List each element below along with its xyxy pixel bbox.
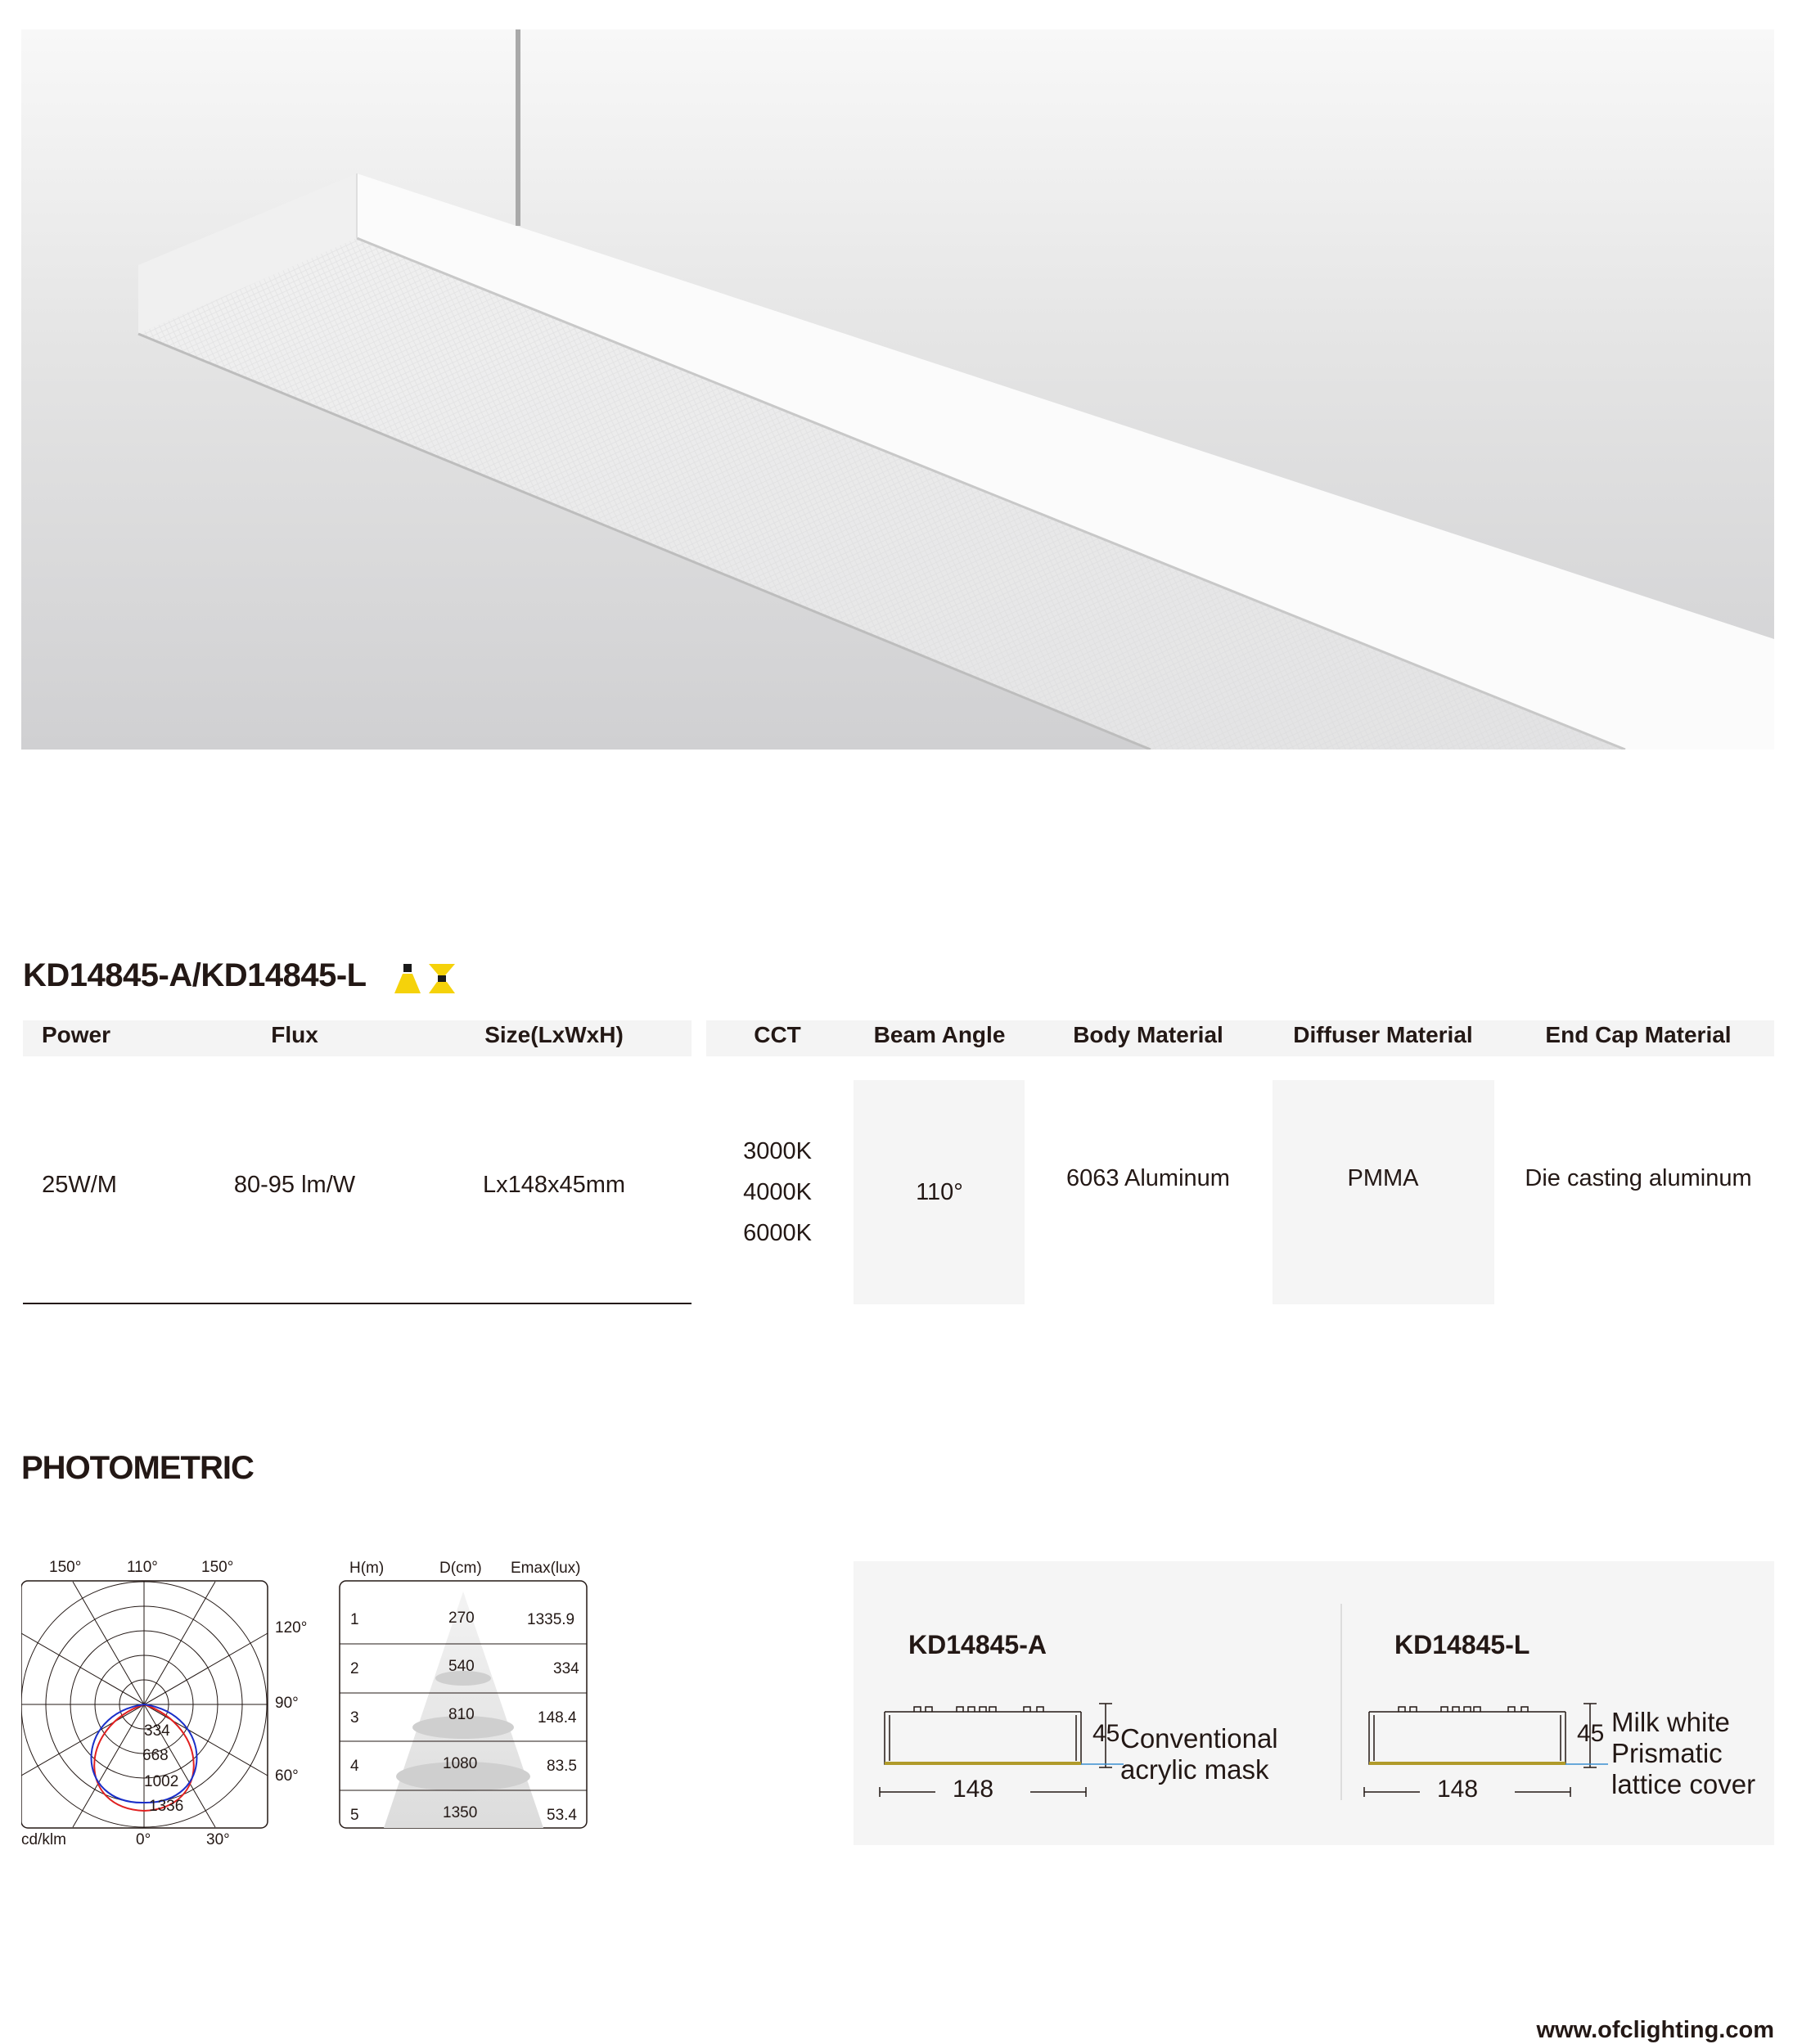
cone-row-d: 1350 [443,1804,478,1821]
table-divider [23,1303,692,1304]
ring-value-1336: 1336 [149,1798,184,1815]
header-body-material: Body Material [1073,1022,1223,1047]
section-title-photometric: PHOTOMETRIC [21,1450,254,1486]
cone-row-e: 53.4 [547,1807,577,1824]
down-light-icon [394,964,421,993]
profile-a-desc-line: Conventional [1120,1723,1278,1754]
profile-l-height: 45 [1577,1720,1605,1747]
profiles-panel [854,1561,1774,1845]
polar-diagram [21,1559,324,1853]
profile-a-description [1120,1723,1278,1785]
value-diffuser-material: PMMA [1347,1165,1419,1191]
profile-l-desc-line: Milk white [1611,1707,1730,1737]
cone-row-h: 4 [350,1758,359,1775]
cone-row-h: 3 [350,1709,359,1727]
value-end-cap-material: Die casting aluminum [1525,1165,1752,1191]
panel-divider [1340,1604,1342,1800]
profile-l-drawing [1363,1700,1608,1823]
value-cct [743,1131,812,1254]
header-cct: CCT [754,1022,801,1047]
profile-l-description [1611,1707,1755,1800]
cone-header-d: D(cm) [439,1560,482,1577]
cone-row-d: 810 [448,1706,475,1723]
cone-row-e: 1335.9 [527,1611,575,1628]
polar-label-90: 90° [275,1695,299,1712]
header-beam-angle: Beam Angle [873,1022,1006,1047]
value-size: Lx148x45mm [482,1172,626,1198]
cone-row-e: 148.4 [538,1709,577,1727]
profile-a-desc-line: acrylic mask [1120,1754,1269,1785]
product-title: KD14845-A/KD14845-L [23,957,367,993]
cone-row-h: 2 [350,1660,359,1677]
cone-row-d: 1080 [443,1755,478,1772]
profile-a-height: 45 [1092,1720,1120,1747]
cone-row-d: 540 [448,1658,475,1675]
product-photo [21,29,1774,750]
cone-row-d: 270 [448,1610,475,1627]
header-flux: Flux [271,1022,318,1047]
header-diffuser-material: Diffuser Material [1293,1022,1473,1047]
value-power: 25W/M [42,1172,117,1198]
profile-a-width: 148 [953,1776,994,1803]
cct-4000k: 4000K [743,1179,812,1205]
profile-l-width: 148 [1437,1776,1479,1803]
cone-header-e: Emax(lux) [511,1560,581,1577]
header-power: Power [41,1022,111,1047]
profile-a-drawing [878,1700,1124,1823]
illuminance-cone-diagram [339,1559,588,1829]
ring-value-668: 668 [142,1747,169,1764]
cone-header-h: H(m) [349,1560,385,1577]
profile-a-title: KD14845-A [908,1630,1047,1659]
profile-l-desc-line: Prismatic [1611,1738,1723,1768]
value-flux: 80-95 lm/W [233,1172,356,1198]
polar-label-top-right: 150° [201,1559,234,1576]
profile-l-title: KD14845-L [1394,1630,1530,1659]
header-size: Size(LxWxH) [484,1022,624,1047]
cct-6000k: 6000K [743,1220,812,1246]
cone-row-h: 1 [350,1611,359,1628]
cone-row-e: 334 [553,1660,579,1677]
polar-label-30: 30° [206,1831,230,1848]
header-end-cap-material: End Cap Material [1545,1022,1732,1047]
cone-row-h: 5 [350,1807,359,1824]
diffuser-cell [1273,1080,1494,1304]
light-distribution-icons [394,962,460,995]
cone-row-e: 83.5 [547,1758,577,1775]
ring-value-1002: 1002 [144,1773,179,1790]
polar-label-unit: cd/klm [21,1831,66,1848]
up-down-light-icon [429,964,455,993]
polar-label-top-left: 150° [49,1559,82,1576]
polar-label-top-center: 110° [127,1559,158,1576]
profile-l-desc-line: lattice cover [1611,1769,1756,1799]
linear-pendant-light-image [21,29,1774,750]
value-beam-angle: 110° [916,1179,963,1205]
value-body-material: 6063 Aluminum [1066,1165,1230,1191]
website-url: www.ofclighting.com [1536,2017,1774,2043]
polar-label-120: 120° [275,1619,308,1637]
polar-label-0: 0° [136,1831,151,1848]
ring-value-334: 334 [144,1722,170,1740]
cct-3000k: 3000K [743,1138,812,1164]
polar-label-60: 60° [275,1767,299,1785]
